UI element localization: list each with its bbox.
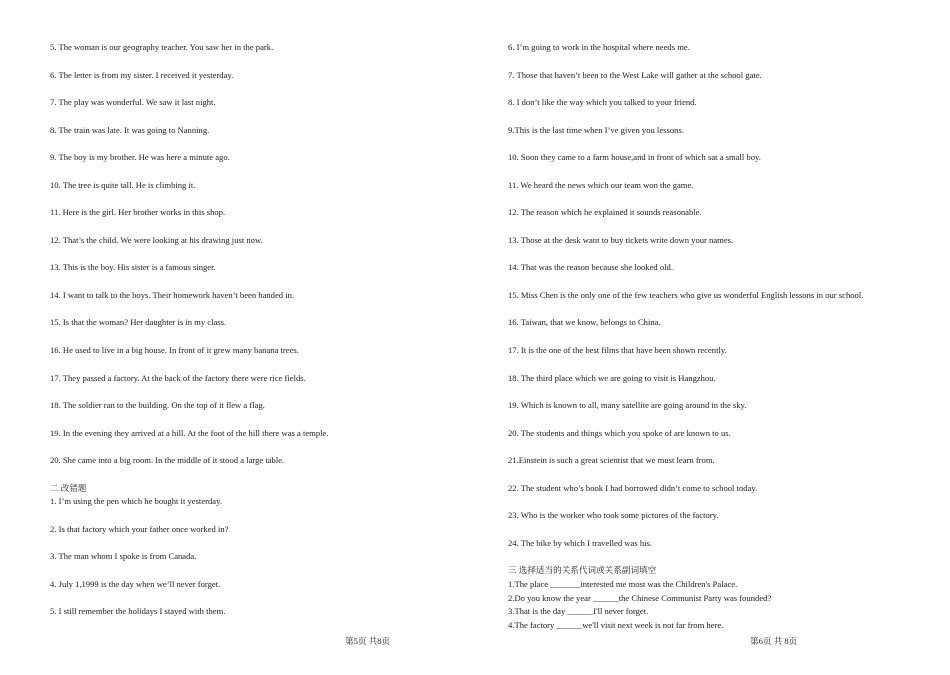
correction-line: 15. Miss Chen is the only one of the few teachers who give us wonderful English lessons in our school.: [508, 290, 864, 300]
correction-line: 17. It is the one of the best films that have been shown recently.: [508, 345, 727, 355]
exercise-line: 17. They passed a factory. At the back of the factory there were rice fields.: [50, 373, 306, 383]
correction-line: 1. I’m using the pen which he bought it yesterday.: [50, 496, 222, 506]
correction-line: 19. Which is known to all, many satellite are going around in the sky.: [508, 400, 747, 410]
correction-line: 7. Those that haven’t been to the West Lake will gather at the school gate.: [508, 70, 762, 80]
section-title: 三 选择适当的关系代词或关系副词填空: [508, 565, 657, 575]
exercise-line: 15. Is that the woman? Her daughter is in my class.: [50, 317, 227, 327]
exercise-line: 13. This is the boy. His sister is a famous singer.: [50, 262, 216, 272]
correction-line: 14. That was the reason because she looked old.: [508, 262, 673, 272]
exercise-line: 6. The letter is from my sister. I received it yesterday.: [50, 70, 234, 80]
correction-line: 24. The bike by which I travelled was his.: [508, 538, 652, 548]
exercise-line: 18. The soldier ran to the building. On the top of it flew a flag.: [50, 400, 265, 410]
exercise-line: 10. The tree is quite tall. He is climbing it.: [50, 180, 196, 190]
page-number-right: 第6页 共 8页: [750, 636, 798, 646]
correction-line: 11. We heard the news which our team won the game.: [508, 180, 694, 190]
correction-line: 13. Those at the desk want to buy tickets write down your names.: [508, 235, 734, 245]
exercise-line: 16. He used to live in a big house. In front of it grew many banana trees.: [50, 345, 299, 355]
fill-in-line: 1.The place _______interested me most was the Children's Palace.: [508, 579, 738, 589]
correction-line: 8. I don’t like the way which you talked to your friend.: [508, 97, 697, 107]
correction-line: 18. The third place which we are going to visit is Hangzhou.: [508, 373, 716, 383]
correction-line: 3. The man whom I spoke is from Canada.: [50, 551, 197, 561]
fill-in-line: 2.Do you know the year ______the Chinese Communist Party was founded?: [508, 593, 772, 603]
correction-line: 9.This is the last time when I’ve given you lessons.: [508, 125, 684, 135]
fill-in-line: 3.That is the day ______I'll never forget.: [508, 606, 649, 616]
correction-line: 23. Who is the worker who took some pictures of the factory.: [508, 510, 719, 520]
exercise-line: 12. That’s the child. We were looking at his drawing just now.: [50, 235, 263, 245]
correction-line: 16. Taiwan, that we know, belongs to China.: [508, 317, 661, 327]
exercise-line: 8. The train was late. It was going to Nanning.: [50, 125, 210, 135]
section-title: 二 改错题: [50, 483, 87, 493]
correction-line: 5. I still remember the holidays I stayed with them.: [50, 606, 226, 616]
correction-line: 22. The student who’s book I had borrowed didn’t come to school today.: [508, 483, 758, 493]
exercise-line: 11. Here is the girl. Her brother works in this shop.: [50, 207, 226, 217]
correction-line: 6. I’m going to work in the hospital where needs me.: [508, 42, 690, 52]
exercise-line: 9. The boy is my brother. He was here a minute ago.: [50, 152, 230, 162]
correction-line: 10. Soon they came to a farm house,and in front of which sat a small boy.: [508, 152, 761, 162]
correction-line: 2. Is that factory which your father once worked in?: [50, 524, 229, 534]
exercise-line: 5. The woman is our geography teacher. You saw her in the park.: [50, 42, 274, 52]
exercise-line: 20. She came into a big room. In the middle of it stood a large table.: [50, 455, 285, 465]
exercise-line: 14. I want to talk to the boys. Their homework haven’t been handed in.: [50, 290, 295, 300]
correction-line: 12. The reason which he explained it sounds reasonable.: [508, 207, 702, 217]
correction-line: 20. The students and things which you spoke of are known to us.: [508, 428, 731, 438]
exercise-line: 19. In the evening they arrived at a hill. At the foot of the hill there was a temple.: [50, 428, 329, 438]
exercise-line: 7. The play was wonderful. We saw it last night.: [50, 97, 216, 107]
fill-in-line: 4.The factory ______we'll visit next week is not far from here.: [508, 620, 724, 630]
correction-line: 21.Einstein is such a great scientist that we must learn from.: [508, 455, 715, 465]
correction-line: 4. July 1,1999 is the day when we’ll never forget.: [50, 579, 221, 589]
page-number-left: 第5页 共8页: [345, 636, 391, 646]
